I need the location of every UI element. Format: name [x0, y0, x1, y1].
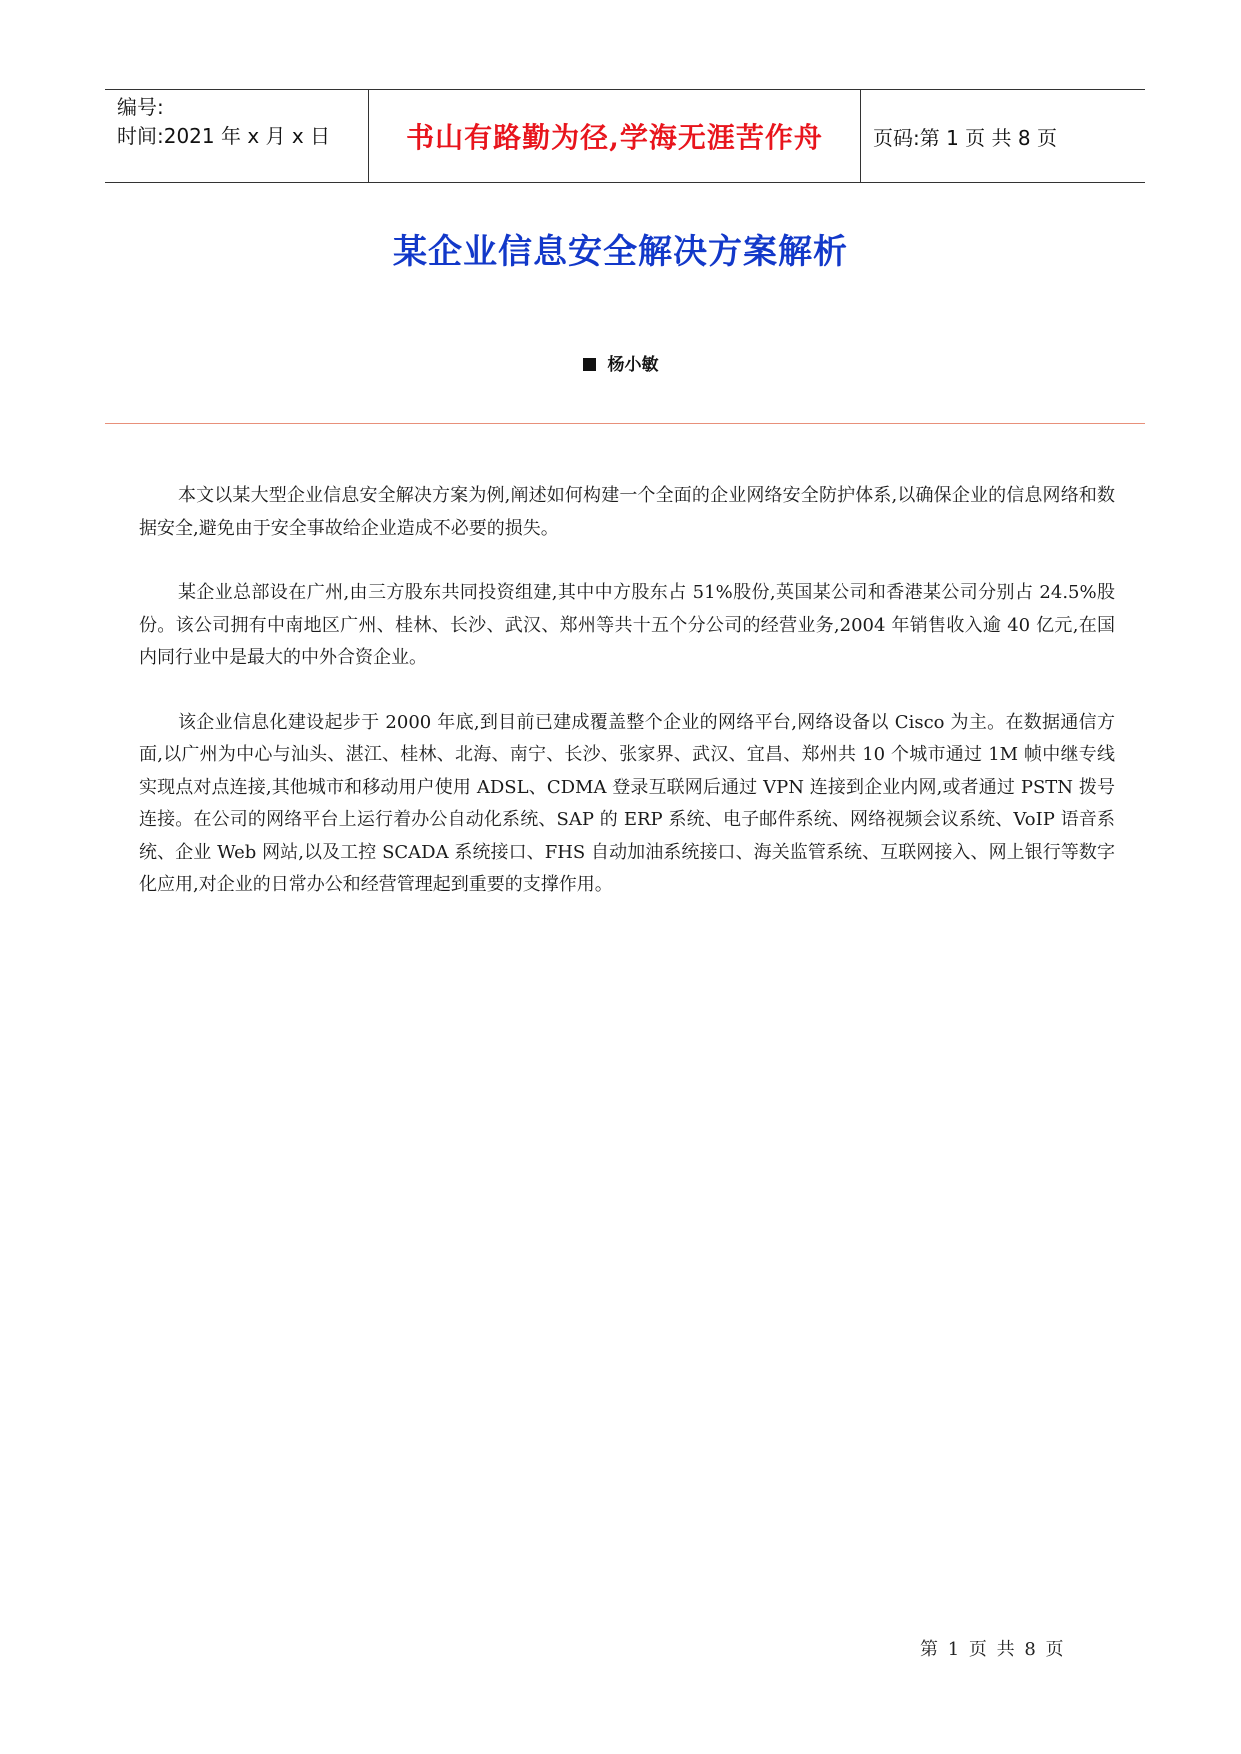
header-motto-cell	[369, 90, 861, 182]
header-page-info: 页码:第 1 页 共 8 页	[873, 125, 1057, 150]
header-page-cell	[861, 90, 1145, 182]
page-footer: 第 1 页 共 8 页	[920, 1639, 1064, 1660]
body-paragraph: 该企业信息化建设起步于 2000 年底,到目前已建成覆盖整个企业的网络平台,网络设备以 Cisco 为主。在数据通信方面,以广州为中心与汕头、湛江、桂林、北海、南宁、长沙、张家界、武汉、宜昌、郑州共 10 个城市通过 1M 帧中继专线实现点对点连接,其他城市和移动用户使用 ADSL、CDMA 登录互联网后通过 VPN 连接到企业内网,或者通过 PSTN 拨号连接。在公司的网络平台上运行着办公自动化系统、SAP 的 ERP 系统、电子邮件系统、网络视频会议系统、VoIP 语音系统、企业 Web 网站,以及工控 SCADA 系统接口、FHS 自动加油系统接口、海关监管系统、互联网接入、网上银行等数字化应用,对企业的日常办公和经营管理起到重要的支撑作用。	[139, 711, 1115, 895]
header-motto: 书山有路勤为径,学海无涯苦作舟	[406, 121, 823, 154]
page-header	[105, 89, 1145, 183]
body-paragraph: 本文以某大型企业信息安全解决方案为例,阐述如何构建一个全面的企业网络安全防护体系,以确保企业的信息网络和数据安全,避免由于安全事故给企业造成不必要的损失。	[139, 485, 1115, 539]
author-name: 杨小敏	[607, 355, 659, 375]
divider-rule	[105, 423, 1145, 424]
body-paragraph: 某企业总部设在广州,由三方股东共同投资组建,其中中方股东占 51%股份,英国某公司和香港某公司分别占 24.5%股份。该公司拥有中南地区广州、桂林、长沙、武汉、郑州等共十五个分公司的经营业务,2004 年销售收入逾 40 亿元,在国内同行业中是最大的中外合资企业。	[139, 582, 1115, 668]
document-title: 某企业信息安全解决方案解析	[393, 232, 848, 272]
document-body	[139, 480, 1115, 934]
square-bullet-icon	[583, 358, 596, 371]
document-date: 时间:2021 年 x 月 x 日	[117, 124, 331, 148]
header-meta-cell	[105, 90, 369, 182]
document-number-label: 编号:	[117, 95, 164, 119]
author-line	[0, 350, 1241, 375]
